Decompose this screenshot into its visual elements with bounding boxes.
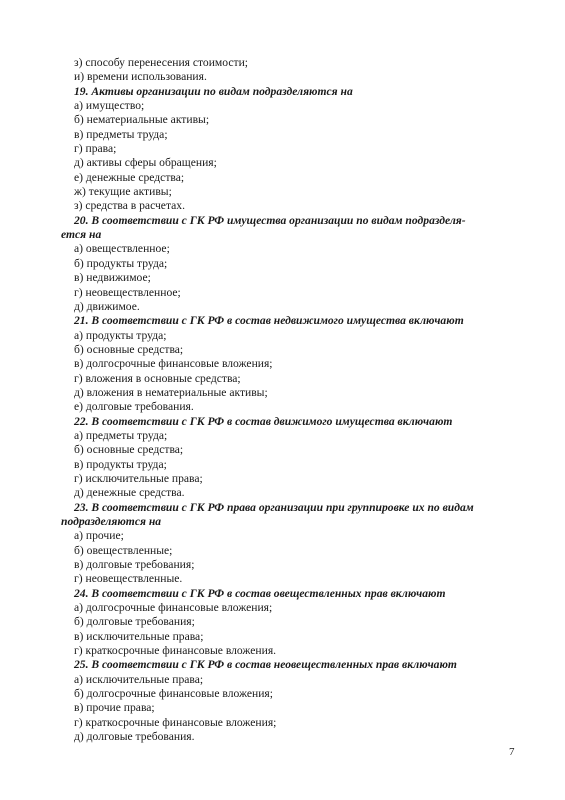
answer-option: в) исключительные права;: [74, 629, 204, 643]
answer-option: а) прочие;: [74, 529, 124, 543]
answer-option: з) способу перенесения стоимости;: [74, 56, 248, 69]
answer-option: а) продукты труда;: [74, 328, 167, 342]
answer-option: б) основные средства;: [74, 443, 184, 457]
answer-option: а) долгосрочные финансовые вложения;: [74, 601, 273, 615]
answer-option: ж) текущие активы;: [74, 185, 172, 199]
answer-option: д) вложения в нематериальные активы;: [74, 385, 268, 399]
answer-option: в) продукты труда;: [74, 457, 167, 471]
page-number: 7: [509, 746, 515, 758]
answer-option: и) времени использования.: [74, 70, 207, 84]
question-heading: 22. В соответствии с ГК РФ в состав движимого имущества включают: [74, 414, 453, 428]
question-heading-continuation: подразделяются на: [61, 515, 162, 528]
answer-option: г) права;: [74, 142, 117, 156]
question-heading: 19. Активы организации по видам подразделяются на: [74, 84, 353, 98]
answer-option: г) неовеществленное;: [74, 285, 181, 299]
answer-option: в) долгосрочные финансовые вложения;: [74, 357, 273, 371]
question-heading: 20. В соответствии с ГК РФ имущества организации по видам подразделя-: [74, 213, 466, 227]
answer-option: а) исключительные права;: [74, 672, 204, 686]
answer-option: г) исключительные права;: [74, 471, 203, 485]
answer-option: а) овеществленное;: [74, 242, 170, 256]
answer-option: е) долговые требования.: [74, 400, 194, 414]
answer-option: г) краткосрочные финансовые вложения.: [74, 644, 277, 658]
answer-option: б) долговые требования;: [74, 615, 195, 629]
question-heading: 24. В соответствии с ГК РФ в состав овеществленных прав включают: [74, 586, 446, 600]
answer-option: г) неовеществленные.: [74, 572, 183, 586]
answer-option: б) нематериальные активы;: [74, 113, 210, 127]
question-heading-continuation: ется на: [61, 228, 102, 242]
answer-option: д) долговые требования.: [74, 730, 195, 744]
answer-option: д) движимое.: [74, 299, 140, 313]
answer-option: в) предметы труда;: [74, 127, 168, 141]
answer-option: а) предметы труда;: [74, 428, 168, 442]
question-heading: 23. В соответствии с ГК РФ права организации при группировке их по видам: [74, 500, 474, 514]
answer-option: г) вложения в основные средства;: [74, 371, 241, 385]
answer-option: з) средства в расчетах.: [74, 199, 186, 213]
answer-option: в) долговые требования;: [74, 558, 195, 572]
answer-option: б) овеществленные;: [74, 543, 173, 557]
answer-option: б) основные средства;: [74, 342, 184, 356]
answer-option: д) активы сферы обращения;: [74, 156, 217, 170]
answer-option: б) долгосрочные финансовые вложения;: [74, 687, 273, 701]
answer-option: д) денежные средства.: [74, 486, 185, 500]
answer-option: в) прочие права;: [74, 701, 155, 715]
answer-option: б) продукты труда;: [74, 256, 168, 270]
answer-option: в) недвижимое;: [74, 271, 151, 285]
answer-option: е) денежные средства;: [74, 170, 185, 184]
question-heading: 21. В соответствии с ГК РФ в состав недвижимого имущества включают: [74, 314, 464, 328]
answer-option: а) имущество;: [74, 99, 145, 113]
page-content: [61, 56, 523, 745]
question-heading: 25. В соответствии с ГК РФ в состав неовеществленных прав включают: [74, 658, 457, 672]
answer-option: г) краткосрочные финансовые вложения;: [74, 715, 277, 729]
